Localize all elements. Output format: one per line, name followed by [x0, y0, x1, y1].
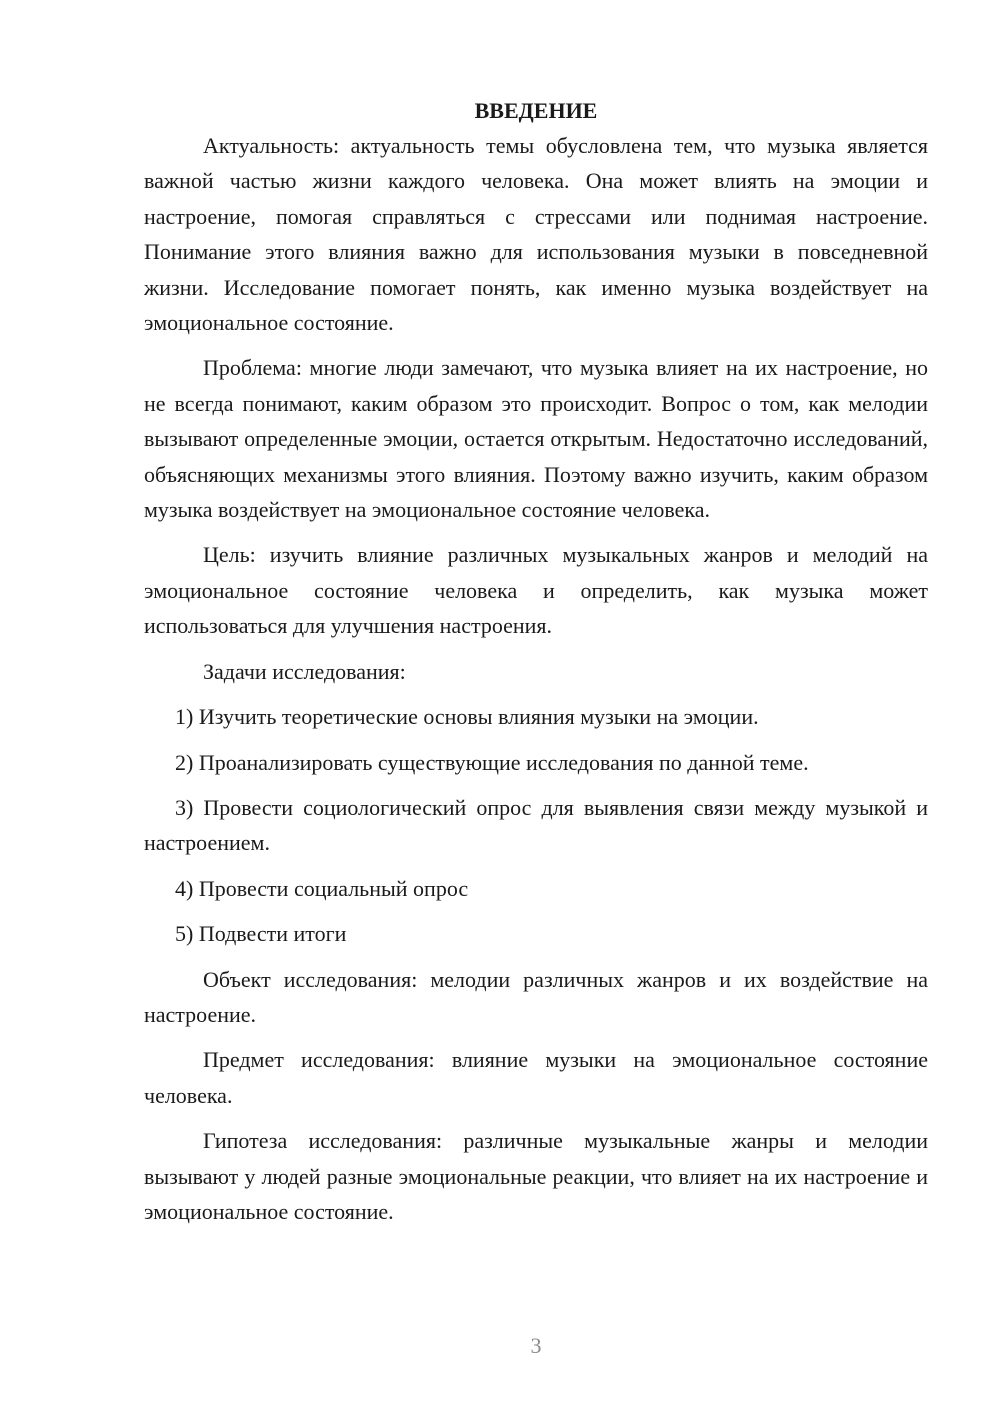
problem-paragraph: Проблема: многие люди замечают, что музыка влияет на их настроение, но не всегда понимают, каким образом это происходит. Вопрос о том, как мелодии вызывают определенные эмоции, остается открытым. Недостаточно исследований, объясняющих механизмы этого влияния. Поэтому важно изучить, каким образом музыка воздействует на эмоциональное состояние человека. — [144, 355, 928, 523]
task-item-5: 5) Подвести итоги — [175, 921, 347, 947]
task-item-4: 4) Провести социальный опрос — [175, 875, 469, 901]
task-item-2: 2) Проанализировать существующие исследования по данной теме. — [175, 749, 809, 775]
relevance-paragraph: Актуальность: актуальность темы обусловлена тем, что музыка является важной частью жизни каждого человека. Она может влиять на эмоции и настроение, помогая справляться с стрессами или поднимая настроение. Понимание этого влияния важно для использования музыки в повседневной жизни. Исследование помогает понять, как именно музыка воздействует на эмоциональное состояние. — [144, 133, 928, 336]
tasks-title: Задачи исследования: — [203, 658, 406, 684]
task-item-1: 1) Изучить теоретические основы влияния музыки на эмоции. — [175, 704, 759, 730]
task-item-3: 3) Провести социологический опрос для выявления связи между музыкой и настроением. — [144, 794, 928, 856]
hypothesis-paragraph: Гипотеза исследования: различные музыкальные жанры и мелодии вызывают у людей разные эмоциональные реакции, что влияет на их настроение и эмоциональное состояние. — [144, 1128, 928, 1224]
goal-paragraph: Цель: изучить влияние различных музыкальных жанров и мелодий на эмоциональное состояние человека и определить, как музыка может использоваться для улучшения настроения. — [144, 542, 928, 639]
document-page — [144, 93, 928, 1239]
subject-paragraph: Предмет исследования: влияние музыки на эмоциональное состояние человека. — [144, 1047, 928, 1108]
object-paragraph: Объект исследования: мелодии различных жанров и их воздействие на настроение. — [144, 966, 928, 1027]
page-number: 3 — [530, 1333, 542, 1358]
section-heading: ВВЕДЕНИЕ — [474, 98, 598, 123]
